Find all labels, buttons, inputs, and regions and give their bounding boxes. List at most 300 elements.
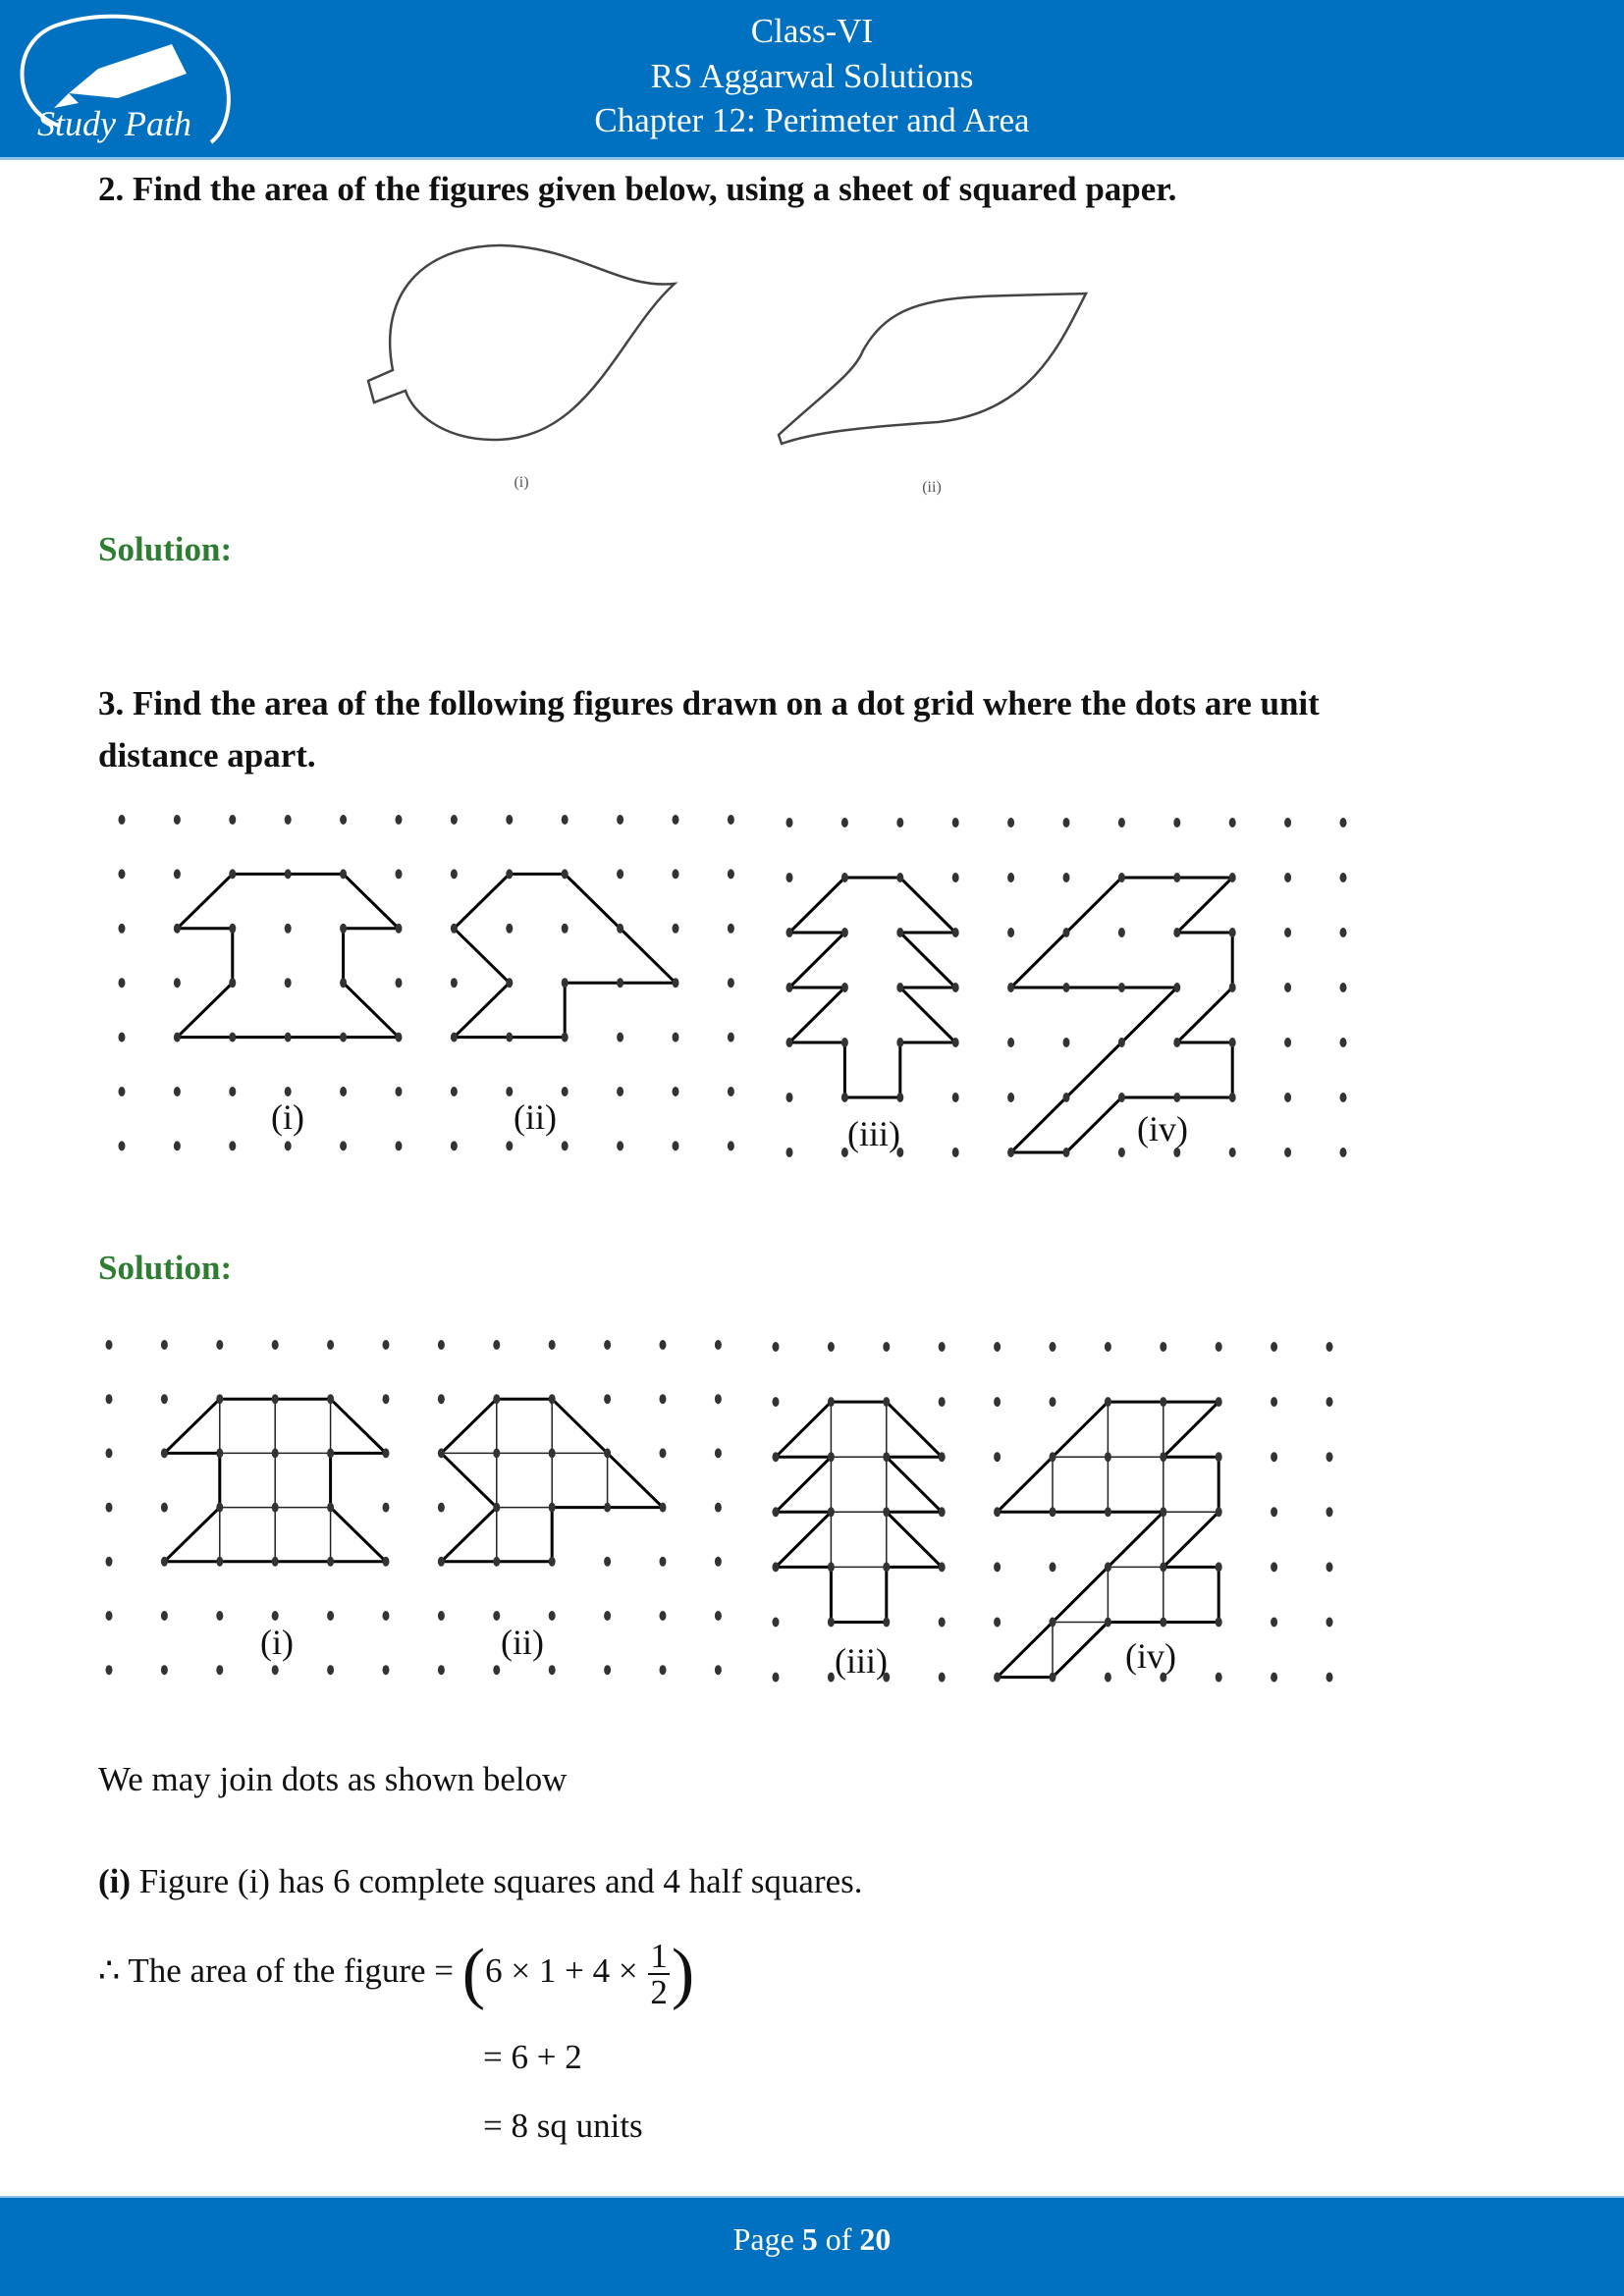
area-expression: 6 × 1 + 4 × (485, 1951, 638, 1990)
q3-grid-left-dot (506, 1141, 513, 1150)
solution-grid-left-dot (660, 1665, 667, 1675)
svg-text:Study Path: Study Path (37, 104, 191, 143)
q3-grid-right-dot (952, 818, 959, 828)
leaf-label-i: (i) (514, 474, 529, 491)
solution-grid-right-dot (828, 1673, 835, 1682)
q3-grid-right-dot (1173, 928, 1180, 937)
q3-grid-right-dot (1173, 1093, 1180, 1102)
solution-grid-left-dot (106, 1340, 113, 1350)
q3-grid-right-dot (1340, 928, 1347, 937)
solution-grid-right-dot (1271, 1452, 1277, 1462)
q3-grid-left-dot (506, 978, 513, 988)
q3-grid-left-dot (285, 978, 292, 988)
q3-grid-left-dot (340, 1087, 347, 1096)
q3-grid-left-dot (174, 1033, 181, 1042)
solution-grid-left-dot (272, 1394, 279, 1404)
solution-grid-left-dot (216, 1557, 223, 1567)
solution-grid-left-dot (549, 1557, 556, 1567)
q3-grid-left-dot (340, 815, 347, 825)
solution-grid-left-dot (715, 1557, 722, 1567)
solution-grid-right-dot (939, 1507, 946, 1517)
solution-grid-right-dot (828, 1562, 835, 1572)
q3-grid-right-dot (841, 873, 848, 882)
q3-grid-right-dot (1229, 983, 1236, 992)
solution-grid-left-dot (161, 1394, 168, 1404)
q3-grid-right-dot (841, 818, 848, 828)
solution-grid-left-dot (715, 1665, 722, 1675)
q3-grid-left-dot (285, 1087, 292, 1096)
fraction-denominator: 2 (650, 1972, 668, 2011)
q3-grid-right-dot (1063, 1093, 1070, 1102)
solution-grid-right-dot (1326, 1452, 1333, 1462)
solution-grid-right-dot (773, 1562, 780, 1572)
solution-grid-left-dot (327, 1557, 334, 1567)
fraction-half (648, 1936, 670, 2011)
q3-grid-right-dot (1340, 1148, 1347, 1157)
solution-grid-right-dot (773, 1618, 780, 1628)
solution-grid-right-dot (1216, 1397, 1222, 1407)
q3-grid-left-dot (119, 1087, 126, 1096)
page-word: Page (732, 2221, 794, 2257)
solution-grid-left-dot (383, 1503, 390, 1513)
q3-grid-left-dot (728, 815, 734, 825)
solution-grid-left-dot (549, 1611, 556, 1621)
q3-grid-left-dot (396, 1033, 403, 1042)
solution-grid-left-dot (161, 1340, 168, 1350)
q3-grid-right-dot (896, 818, 903, 828)
q3-grid-right-dot (1173, 983, 1180, 992)
q3-grid-right-dot (1063, 818, 1070, 828)
q3-grid-right-dot (1284, 873, 1291, 882)
grid1-label-i: (i) (271, 1097, 304, 1137)
of-word: of (825, 2221, 852, 2257)
q3-grid-right-dot (1118, 1148, 1125, 1157)
q3-grid-right-dot (1007, 1148, 1014, 1157)
q3-grid-left-dot (174, 978, 181, 988)
solution-grid-right-dot (1105, 1452, 1111, 1462)
grid2-label-iv: (iv) (1125, 1636, 1176, 1676)
q3-grid-right-dot (1173, 1038, 1180, 1047)
question-2: 2. Find the area of the figures given below, using a sheet of squared paper. (98, 170, 1177, 208)
solution-grid-right-dot (939, 1342, 946, 1352)
solution-grid-left-dot (438, 1394, 445, 1404)
q3-grid-left-dot (174, 1087, 181, 1096)
q3-grid-right-dot (1229, 873, 1236, 882)
solution-grid-left-dot (438, 1503, 445, 1513)
solution-grid-right-dot (828, 1507, 835, 1517)
solution-grid-left-dot (106, 1448, 113, 1458)
q3-grid-left-dot (229, 1141, 236, 1150)
fraction-numerator: 1 (650, 1936, 668, 1975)
q3-grid-left-dot (673, 869, 679, 879)
q3-grid-right-dot (896, 983, 903, 992)
solution-grid-right-dot (994, 1507, 1001, 1517)
q3-grid-left-figure-i (177, 874, 399, 1037)
solution-grid-right-dot (1216, 1342, 1222, 1352)
solution-grid-left-dot (383, 1448, 390, 1458)
q3-grid-left-dot (562, 1033, 568, 1042)
q3-grid-right-dot (1229, 1038, 1236, 1047)
q3-grid-right-dot (1007, 873, 1014, 882)
solution-grid-right-dot (1216, 1507, 1222, 1517)
q3-grid-left-dot (174, 1141, 181, 1150)
join-dots-text: We may join dots as shown below (98, 1760, 568, 1798)
solution-grid-left-dot (272, 1448, 279, 1458)
q3-grid-left-dot (728, 924, 734, 934)
q3-grid-right-dot (786, 983, 793, 992)
solution-grid-right-dot (773, 1342, 780, 1352)
part-i-text: Figure (i) has 6 complete squares and 4 half squares. (138, 1862, 863, 1900)
solution-grid-right-dot (1050, 1618, 1056, 1628)
q3-grid-left-dot (506, 924, 513, 934)
solution-grid-right-dot (1271, 1673, 1277, 1682)
question-3-line2: distance apart. (98, 736, 316, 774)
solution-grid-right-dot (1216, 1673, 1222, 1682)
solution-grid-left-dot (106, 1665, 113, 1675)
q3-grid-right-dot (1007, 1038, 1014, 1047)
q3-grid-right-dot (896, 873, 903, 882)
page-number: 5 (801, 2221, 818, 2257)
q3-grid-left-dot (451, 1033, 458, 1042)
solution-grid-left-dot (327, 1448, 334, 1458)
solution-grid-left-dot (604, 1503, 611, 1513)
solution-grid-left-dot (715, 1340, 722, 1350)
q3-grid-right-dot (1229, 1093, 1236, 1102)
solution-grid-right-dot (773, 1397, 780, 1407)
q3-grid-left-dot (673, 1033, 679, 1042)
solution-grid-right-dot (1050, 1673, 1056, 1682)
solution-grid-right-dot (939, 1673, 946, 1682)
solution-grid-right-dot (1271, 1618, 1277, 1628)
solution-grid-left-dot (161, 1557, 168, 1567)
solution-grid-right-dot (1050, 1507, 1056, 1517)
q3-grid-left-dot (119, 978, 126, 988)
q3-grid-right-dot (1229, 818, 1236, 828)
q3-grid-left-dot (285, 1033, 292, 1042)
solution-grid-left-dot (438, 1557, 445, 1567)
solution-grid-right-dot (994, 1452, 1001, 1462)
solution-grid-left-dot (161, 1611, 168, 1621)
solution-grid-left-dot (383, 1557, 390, 1567)
solution-grid-right-dot (1326, 1507, 1333, 1517)
solution-grid-left-dot (604, 1557, 611, 1567)
solution-grid-right-dot (1050, 1562, 1056, 1572)
q3-grid-left-dot (174, 815, 181, 825)
solution-grid-right-dot (1216, 1618, 1222, 1628)
q3-grid-left-dot (119, 1033, 126, 1042)
q3-grid-left-dot (728, 869, 734, 879)
solution-grid-left-dot (327, 1611, 334, 1621)
q3-grid-left-dot (229, 924, 236, 934)
q3-grid-left-dot (451, 924, 458, 934)
solution-grid-left-dot (604, 1394, 611, 1404)
solution-grid-left-dot (216, 1340, 223, 1350)
solution-grid-right-dot (883, 1452, 890, 1462)
solution-grid-right-dot (1271, 1397, 1277, 1407)
solution-grid-right-dot (1105, 1507, 1111, 1517)
solution-grid-left-dot (493, 1340, 500, 1350)
q3-grid-left-dot (617, 1087, 623, 1096)
q3-grid-right-dot (1284, 1038, 1291, 1047)
q3-grid-left-dot (229, 869, 236, 879)
q3-grid-right-dot (1340, 1038, 1347, 1047)
q3-grid-left-figure-ii (454, 874, 676, 1037)
solution-grid-left-dot (493, 1448, 500, 1458)
q3-grid-right-dot (786, 1093, 793, 1102)
solution-grid-left-dot (604, 1340, 611, 1350)
solution-grid-left-dot (493, 1665, 500, 1675)
q3-grid-left-dot (229, 815, 236, 825)
q3-grid-left-dot (562, 815, 568, 825)
solution-grid-right-dot (1326, 1342, 1333, 1352)
q3-grid-right-dot (952, 928, 959, 937)
area-step-2: = 6 + 2 (483, 2038, 582, 2076)
q3-grid-right-dot (896, 928, 903, 937)
solution-grid-right-dot (994, 1618, 1001, 1628)
solution-grid-right-dot (939, 1562, 946, 1572)
solution-grid-left-dot (327, 1340, 334, 1350)
solution-grid-right-dot (773, 1673, 780, 1682)
solution-grid-left-dot (493, 1611, 500, 1621)
q3-grid-right-dot (952, 983, 959, 992)
q3-grid-right-dot (1007, 818, 1014, 828)
solution-grid-right-dot (1160, 1397, 1166, 1407)
q3-grid-right-dot (841, 983, 848, 992)
solution-grid-right-dot (773, 1452, 780, 1462)
header-class: Class-VI (750, 12, 874, 50)
q3-grid-left-dot (617, 1033, 623, 1042)
solution-grid-right-dot (1271, 1507, 1277, 1517)
q3-grid-left-dot (617, 815, 623, 825)
q3-grid-right-dot (841, 1038, 848, 1047)
q3-grid-right-dot (952, 1148, 959, 1157)
q3-grid-left-dot (451, 1087, 458, 1096)
q3-grid-left-dot (396, 924, 403, 934)
q3-grid-left-dot (673, 924, 679, 934)
q3-grid-left-dot (119, 869, 126, 879)
solution-grid-left-dot (272, 1557, 279, 1567)
solution-grid-right-dot (1160, 1342, 1166, 1352)
q3-grid-right-dot (786, 873, 793, 882)
q3-grid-right-dot (1118, 818, 1125, 828)
q3-grid-left-dot (451, 1141, 458, 1150)
solution-grid-right-dot (994, 1562, 1001, 1572)
q3-grid-right-dot (1173, 873, 1180, 882)
q3-grid-left-dot (673, 978, 679, 988)
q3-grid-left-dot (562, 978, 568, 988)
solution-grid-left-dot (106, 1503, 113, 1513)
q3-grid-left-dot (174, 869, 181, 879)
question-3-line1: 3. Find the area of the following figures drawn on a dot grid where the dots are unit (98, 684, 1320, 722)
q3-grid-right-dot (1118, 1038, 1125, 1047)
solution-grid-right-dot (1105, 1673, 1111, 1682)
q3-grid-left-dot (396, 1141, 403, 1150)
solution-grid-left-dot (660, 1503, 667, 1513)
solution-grid-left-dot (272, 1665, 279, 1675)
grid1-label-iii: (iii) (847, 1114, 900, 1153)
solution-grid-left-dot (549, 1340, 556, 1350)
header-chapter: Chapter 12: Perimeter and Area (594, 101, 1030, 139)
q3-grid-right-dot (1007, 928, 1014, 937)
solution-grid-right-dot (773, 1507, 780, 1517)
solution-grid-left-dot (216, 1611, 223, 1621)
q3-grid-right-dot (1118, 1093, 1125, 1102)
grid2-label-ii: (ii) (501, 1623, 544, 1662)
q3-grid-left-dot (340, 1141, 347, 1150)
solution-grid-right-dot (939, 1452, 946, 1462)
q3-grid-right-dot (841, 1093, 848, 1102)
q3-grid-right-dot (1284, 1093, 1291, 1102)
q3-grid-right-dot (1229, 928, 1236, 937)
solution-grid-left-dot (438, 1340, 445, 1350)
solution-grid-left-dot (383, 1665, 390, 1675)
q3-grid-left-dot (340, 924, 347, 934)
solution-grid-right-dot (883, 1397, 890, 1407)
q3-grid-left-dot (617, 869, 623, 879)
grid1-label-iv: (iv) (1137, 1109, 1188, 1148)
solution-grid-left-dot (161, 1448, 168, 1458)
q3-grid-left-dot (340, 978, 347, 988)
solution-grid-left-dot (660, 1340, 667, 1350)
q3-grid-left-dot (728, 1033, 734, 1042)
q3-grid-right-dot (1063, 1038, 1070, 1047)
solution-grid-left-dot (327, 1503, 334, 1513)
q3-grid-left-dot (451, 869, 458, 879)
solution-grid-right-dot (1271, 1562, 1277, 1572)
q3-grid-left-dot (451, 815, 458, 825)
solution-grid-left-dot (106, 1557, 113, 1567)
area-step-3: = 8 sq units (483, 2107, 643, 2145)
solution-grid-left-dot (715, 1448, 722, 1458)
solution-grid-right-dot (1050, 1452, 1056, 1462)
q3-grid-right-dot (1340, 873, 1347, 882)
q3-grid-left-dot (285, 924, 292, 934)
q3-grid-left-dot (451, 978, 458, 988)
solution-grid-left-dot (660, 1557, 667, 1567)
solution-grid-left-dot (660, 1448, 667, 1458)
q3-grid-left-dot (562, 869, 568, 879)
solution-grid-left-dot (216, 1394, 223, 1404)
area-prefix: ∴ The area of the figure = (98, 1951, 455, 1990)
solution-grid-right-dot (1326, 1673, 1333, 1682)
q3-grid-right-dot (1284, 1148, 1291, 1157)
q3-grid-left-dot (562, 1087, 568, 1096)
solution-grid-right-dot (883, 1507, 890, 1517)
solution-grid-left-dot (660, 1394, 667, 1404)
solution-grid-right-dot (1271, 1342, 1277, 1352)
q3-grid-right-dot (1007, 983, 1014, 992)
solution-grid-left-dot (161, 1665, 168, 1675)
q3-grid-left-dot (285, 869, 292, 879)
q3-grid-left-dot (728, 1087, 734, 1096)
q3-grid-left-dot (340, 1033, 347, 1042)
q3-grid-left-dot (728, 1141, 734, 1150)
solution-grid-left-dot (493, 1557, 500, 1567)
solution-grid-right-dot (828, 1452, 835, 1462)
q3-grid-left-dot (229, 978, 236, 988)
q3-grid-right-dot (1340, 818, 1347, 828)
q3-grid-left-dot (229, 1087, 236, 1096)
q3-grid-left-dot (340, 869, 347, 879)
solution-grid-left-dot (272, 1611, 279, 1621)
solution-grid-left-dot (327, 1394, 334, 1404)
grid2-label-i: (i) (260, 1623, 294, 1662)
solution-grid-left-dot (438, 1611, 445, 1621)
q3-grid-right-figure-iv (1011, 878, 1233, 1152)
q3-grid-right-dot (1063, 1148, 1070, 1157)
solution-grid-right-dot (1216, 1562, 1222, 1572)
solution-grid-left-dot (715, 1611, 722, 1621)
solution-grid-right-dot (1160, 1618, 1166, 1628)
solution-grid-right-dot (1326, 1562, 1333, 1572)
q3-grid-right-dot (841, 928, 848, 937)
q3-grid-right-dot (1063, 928, 1070, 937)
q3-grid-right-dot (1229, 1148, 1236, 1157)
q3-grid-right-dot (1063, 873, 1070, 882)
q3-grid-left-dot (396, 978, 403, 988)
solution-grid-right-dot (1160, 1452, 1166, 1462)
solution-grid-right-dot (1105, 1562, 1111, 1572)
q3-grid-right-dot (1007, 1093, 1014, 1102)
q3-grid-left-dot (673, 815, 679, 825)
solution-grid-left-dot (216, 1448, 223, 1458)
footer-banner (0, 2196, 1624, 2296)
solution-grid-right-dot (828, 1397, 835, 1407)
q3-grid-right-dot (1340, 1093, 1347, 1102)
solution-grid-left-dot (272, 1340, 279, 1350)
solution-grid-right-dot (939, 1397, 946, 1407)
q3-grid-left-dot (506, 1087, 513, 1096)
q3-grid-left-dot (229, 1033, 236, 1042)
q3-grid-right-figure-iii (789, 878, 955, 1097)
grid1-label-ii: (ii) (514, 1097, 557, 1137)
leaf-label-ii: (ii) (922, 479, 942, 496)
solution-grid-left-dot (604, 1665, 611, 1675)
q3-grid-left-dot (174, 924, 181, 934)
q3-grid-left-dot (119, 1141, 126, 1150)
solution-label-q2: Solution: (98, 530, 233, 568)
solution-grid-left-dot (216, 1665, 223, 1675)
solution-grid-left-dot (106, 1611, 113, 1621)
area-equation: ∴ The area of the figure = (6 × 1 + 4 × $\frac{1}{2}$ ) (98, 1935, 695, 2011)
q3-grid-right-dot (1284, 818, 1291, 828)
q3-grid-right-dot (896, 1093, 903, 1102)
q3-grid-left-dot (673, 1141, 679, 1150)
q3-grid-right-dot (1284, 928, 1291, 937)
q3-grid-left-dot (562, 924, 568, 934)
q3-grid-right-dot (1063, 983, 1070, 992)
solution-grid-right-dot (1105, 1397, 1111, 1407)
q3-grid-left-dot (119, 924, 126, 934)
solution-grid-left-dot (715, 1394, 722, 1404)
q3-grid-left-dot (617, 924, 623, 934)
q3-grid-left-dot (396, 815, 403, 825)
solution-grid-left-dot (216, 1503, 223, 1513)
solution-grid-left-dot (383, 1340, 390, 1350)
q3-grid-right-dot (786, 1038, 793, 1047)
q3-grid-right-dot (1118, 928, 1125, 937)
q3-grid-left-dot (119, 815, 126, 825)
solution-grid-right-dot (1216, 1452, 1222, 1462)
solution-grid-right-dot (994, 1342, 1001, 1352)
q3-grid-left-dot (728, 978, 734, 988)
solution-grid-left-dot (383, 1611, 390, 1621)
part-i-marker: (i) (98, 1862, 132, 1900)
q3-grid-left-dot (285, 815, 292, 825)
solution-grid-right-dot (883, 1618, 890, 1628)
q3-grid-right-dot (1284, 983, 1291, 992)
solution-grid-left-dot (604, 1448, 611, 1458)
